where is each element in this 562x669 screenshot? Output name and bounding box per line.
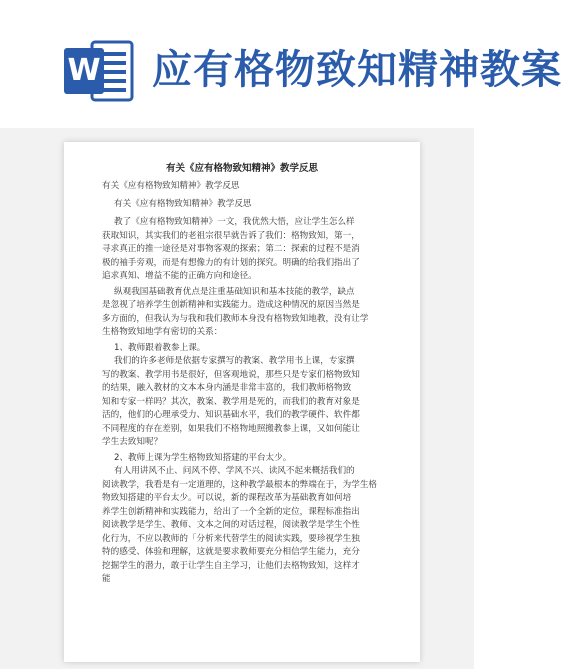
document-line: 有关《应有格物致知精神》教学反思: [102, 181, 240, 191]
document-line: 获取知识，其实我们的老祖宗很早就告诉了我们：格物致知，第一，: [102, 230, 360, 241]
document-line: 有人用讲风不止、问风不停、学风不兴、读风不起来概括我们的: [114, 466, 355, 476]
document-line: 追求真知、增益不能的正确方向和途径。: [102, 271, 257, 281]
document-line: 1、教师跟着教参上课。: [114, 342, 206, 353]
document-line: 阅读教学，我看是有一定道理的，这种教学最根本的弊端在于，为学生格: [102, 479, 378, 490]
document-line: 特的感受、体验和理解，这就是要求教师要充分相信学生能力，充分: [102, 547, 360, 557]
document-line: 是忽视了培养学生创新精神和实践能力。造成这种情况的原因当然是: [102, 300, 360, 310]
document-line: 寻求真正的推一途径是对事物客观的探索；第二：探索的过程不是消: [102, 244, 360, 254]
document-line: 我们的许多老师是依据专家撰写的教案、教学用书上课，专家撰: [114, 356, 355, 366]
document-line: 化行为，不应以教师的「分析来代替学生的阅读实践，要珍视学生独: [102, 533, 360, 544]
document-line: 有关《应有格物致知精神》教学反思: [114, 199, 252, 209]
document-line: 写的教案、教学用书是很好，但客观地说，那些只是专家们格物致知: [102, 369, 360, 380]
document-line: 知和专家一样吗？其次，教案、教学用是死的，而我们的教育对象是: [102, 396, 360, 407]
document-page: [64, 142, 420, 662]
document-line: 物致知搭建的平台太少。可以说，新的课程改革为基础教育如何培: [102, 493, 352, 503]
document-line: 学生去致知呢？: [102, 437, 163, 447]
document-line: 2、教师上课为学生格物致知搭建的平台太少。: [114, 452, 292, 463]
document-line: 阅读教学是学生、教师、文本之间的对话过程，阅读教学是学生个性: [102, 520, 360, 530]
document-line: 不同程度的存在差别，如果我们不格物地照搬教参上课，又如何能让: [102, 423, 360, 434]
document-line: 能: [102, 574, 111, 584]
document-line: 多方面的，但我认为与我和我们教师本身没有格物致知地教，没有让学: [102, 313, 369, 324]
word-document-icon: [62, 34, 136, 108]
document-line: 生格物致知地学有密切的关系：: [102, 327, 223, 337]
document-line: 极的袖手旁观，而是有想像力的有计划的探究。明确的给我们指出了: [102, 257, 360, 268]
word-logo-letter: W: [67, 53, 101, 88]
document-line: 挖掘学生的潜力，敢于让学生自主学习，让他们去格物致知，这样才: [102, 560, 360, 571]
document-line: 教了《应有格物致知精神》一文，我优然大悟，应让学生怎么样: [114, 217, 355, 227]
page-title: 应有格物致知精神教案: [152, 47, 562, 93]
document-line: 纵观我国基础教育优点是注重基础知识和基本技能的教学，缺点: [114, 286, 355, 297]
title-banner: [0, 0, 562, 128]
document-line: 的结果，融入教材的文本本身内涵是非常丰富的，我们教师格物致: [102, 383, 352, 393]
document-line: 活的，他们的心理承受力、知识基础水平，我们的教学硬件、软件都: [102, 410, 360, 420]
document-line: 养学生创新精神和实践能力，给出了一个全新的定位，课程标准指出: [102, 506, 360, 517]
document-heading: 有关《应有格物致知精神》教学反思: [165, 163, 318, 174]
